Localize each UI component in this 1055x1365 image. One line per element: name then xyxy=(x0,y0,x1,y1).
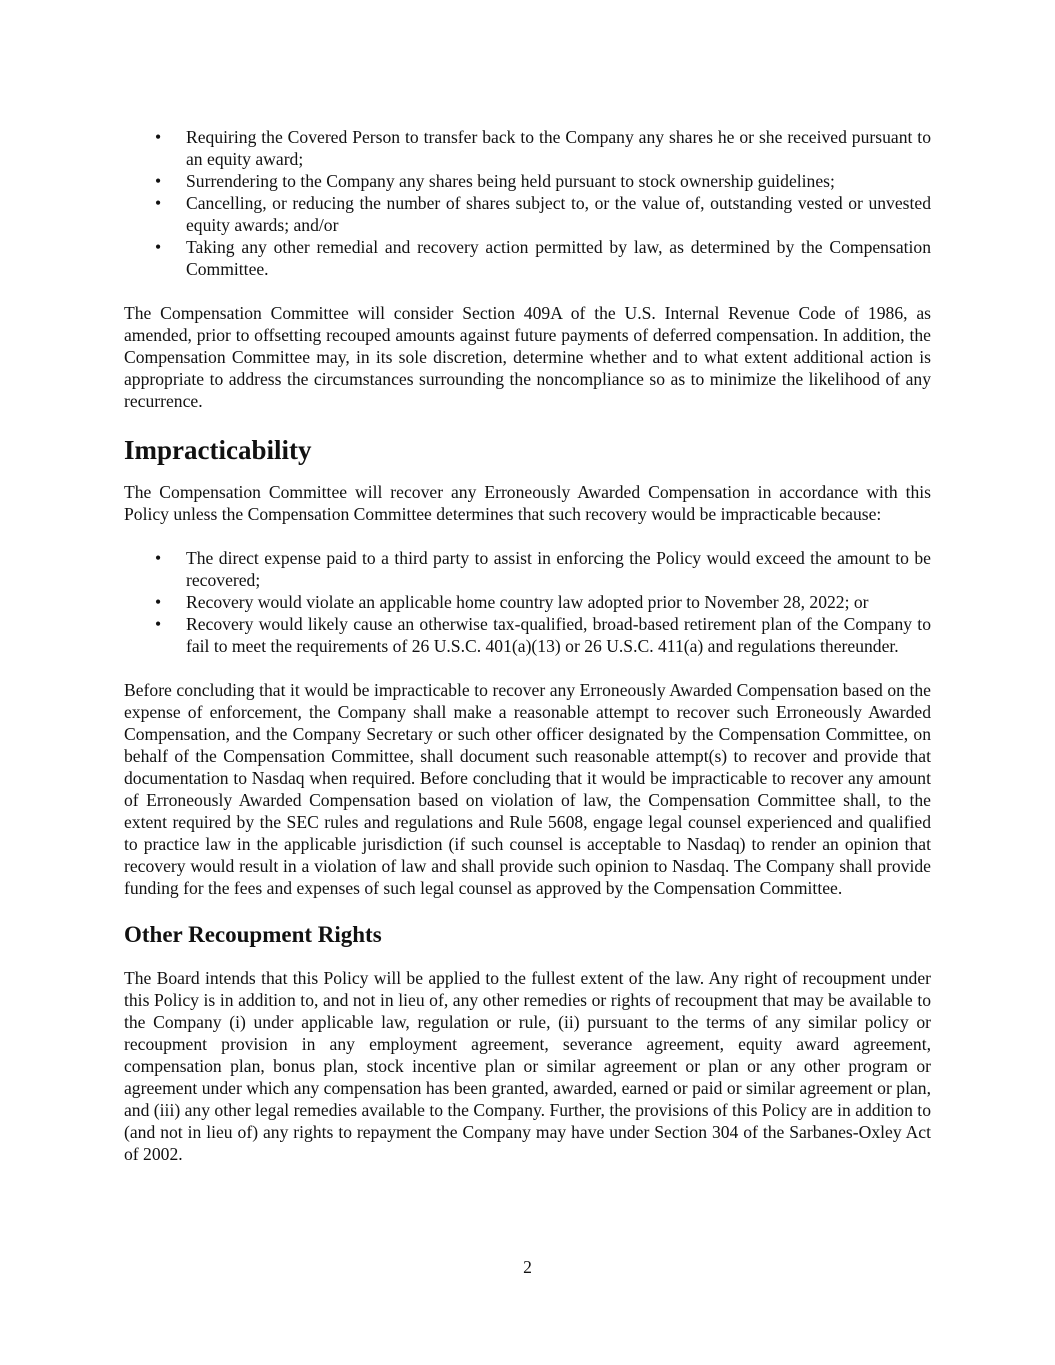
bullet-icon: • xyxy=(155,171,162,191)
impracticability-intro: The Compensation Committee will recover any Erroneously Awarded Compensation in accordance with this Policy unless the Compensation Committee determines that such recovery would be impracticable because: xyxy=(124,482,931,524)
document-page xyxy=(124,126,931,1165)
impracticability-reasons-list xyxy=(124,547,931,657)
list-item: • Requiring the Covered Person to transfer back to the Company any shares he or she received pursuant to an equity award; xyxy=(155,127,931,169)
list-item: • Cancelling, or reducing the number of shares subject to, or the value of, outstanding vested or unvested equity awards; and/or xyxy=(155,193,931,235)
bullet-icon: • xyxy=(155,592,162,612)
section-409a-paragraph: The Compensation Committee will consider Section 409A of the U.S. Internal Revenue Code of 1986, as amended, prior to offsetting recouped amounts against future payments of deferred compensation. In addition, the Compensation Committee may, in its sole discretion, determine whether and to what extent additional action is appropriate to address the circumstances surrounding the noncompliance so as to minimize the likelihood of any recurrence. xyxy=(124,303,931,411)
page-number: 2 xyxy=(523,1257,532,1277)
list-item: • Surrendering to the Company any shares being held pursuant to stock ownership guidelines; xyxy=(155,171,835,191)
list-item: • Recovery would violate an applicable home country law adopted prior to November 28, 2022; or xyxy=(155,592,869,612)
bullet-icon: • xyxy=(155,614,162,634)
bullet-icon: • xyxy=(155,237,162,257)
other-recoupment-rights-heading: Other Recoupment Rights xyxy=(124,922,382,947)
list-item: • Recovery would likely cause an otherwise tax-qualified, broad-based retirement plan of the Company to fail to meet the requirements of 26 U.S.C. 401(a)(13) or 26 U.S.C. 411(a) and regulations thereunder. xyxy=(155,614,931,656)
list-item: • Taking any other remedial and recovery action permitted by law, as determined by the Compensation Committee. xyxy=(155,237,931,279)
bullet-icon: • xyxy=(155,548,162,568)
other-recoupment-rights-body: The Board intends that this Policy will be applied to the fullest extent of the law. Any right of recoupment under this Policy is in addition to, and not in lieu of, any other remedies or rights of recoupment that may be available to the Company (i) under applicable law, regulation or rule, (ii) pursuant to the terms of any similar policy or recoupment provision in any employment agreement, severance agreement, equity award agreement, compensation plan, bonus plan, stock incentive plan or similar agreement or plan or any other program or agreement under which any compensation has been granted, awarded, earned or paid or similar agreement or plan, and (iii) any other legal remedies available to the Company. Further, the provisions of this Policy are in addition to (and not in lieu of) any rights to repayment the Company may have under Section 304 of the Sarbanes-Oxley Act of 2002. xyxy=(124,968,931,1164)
impracticability-heading: Impracticability xyxy=(124,435,312,465)
list-item: • The direct expense paid to a third party to assist in enforcing the Policy would exceed the amount to be recovered; xyxy=(155,548,931,590)
bullet-icon: • xyxy=(155,127,162,147)
recovery-methods-list xyxy=(124,126,931,280)
impracticability-body: Before concluding that it would be impracticable to recover any Erroneously Awarded Compensation based on the expense of enforcement, the Company shall make a reasonable attempt to recover such Erroneously Awarded Compensation, and the Company Secretary or such other officer designated by the Compensation Committee, on behalf of the Compensation Committee, shall document such reasonable attempt(s) to recover and provide that documentation to Nasdaq when required. Before concluding that it would be impracticable to recover any amount of Erroneously Awarded Compensation based on violation of law, the Compensation Committee shall, to the extent required by the SEC rules and regulations and Rule 5608, engage legal counsel experienced and qualified to practice law in the applicable jurisdiction (if such counsel is acceptable to Nasdaq) to render an opinion that recovery would result in a violation of law and shall provide such opinion to Nasdaq. The Company shall provide funding for the fees and expenses of such legal counsel as approved by the Compensation Committee. xyxy=(124,680,931,898)
bullet-icon: • xyxy=(155,193,162,213)
